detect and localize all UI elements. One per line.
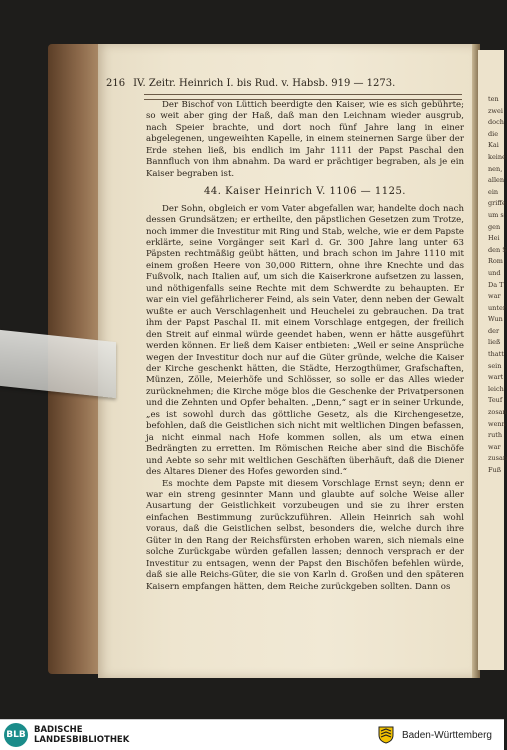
bw-coat-of-arms-icon	[376, 725, 396, 745]
page-text	[146, 100, 464, 593]
paper-bookmark	[0, 330, 116, 398]
blb-branding[interactable]	[4, 723, 129, 747]
blb-name-line2: LANDESBIBLIOTHEK	[34, 735, 130, 745]
bw-branding[interactable]	[376, 725, 492, 745]
blb-name	[34, 725, 129, 745]
section-title: 44. Kaiser Heinrich V. 1106 — 1125.	[204, 186, 406, 198]
footer-bar	[0, 719, 504, 750]
next-page-text: ten zwei doch die Kai keine nen, allen ein griffe um s gen Hei den S Rom und Da T war unter Wun der ließ thatt sein wart leich Teuf zosan wenn ruth war zusan Fuß	[488, 95, 507, 474]
running-head	[106, 78, 466, 89]
blb-logo-icon: BLB	[4, 723, 28, 747]
next-page-strip	[478, 50, 507, 670]
bw-name: Baden-Württemberg	[401, 729, 492, 741]
blb-name-line1: BADISCHE	[34, 725, 83, 735]
paragraph: Der Sohn, obgleich er vom Vater abgefallen war, handelte doch nach dessen Grundsätzen; er ertheilte, den päpstlichen Gesetzen zum Trotze, noch immer die Investitur mit Ring und Stab, welche, wie er dem Papste erklärte, seine Vorgänger seit Karl d. Gr. 300 Jahre lang unter 63 Päpsten rechtmäßig geübt hätten, und brach schon im Jahre 1110 mit einem großen Heere von 30,000 Rittern, ohne ihre Knechte und das Fußvolk, nach Italien auf, um sich die Kaiserkrone aufsetzen zu lassen, und nöthigenfalls seine Rechte mit dem Schwerdte zu behaupten. Er war ein viel gefährlicherer Feind, als sein Vater, denn neben der Gewalt wußte er auch Verschlagenheit und Heuchelei zu gebrauchen. Da trat ihm der Papst Paschal II. mit einem Vorschlage entgegen, der freilich den Streit auf einmal würde geendet haben, wenn er hätte ausgeführt werden können. Er ließ dem Kaiser entbieten: „Weil er seine Ansprüche wegen der Investitur doch nur auf die Güter gründe, welche die Kaiser der Kirche geschenkt hätten, die Städte, Herzogthümer, Grafschaften, Münzen, Zölle, Meierhöfe und Schlösser, so solle er das Alles wieder zurücknehmen; die Kirche möge blos die Geschenke der Privatpersonen und die Zehnten und Opfer behalten. „Denn,“ sagt er in seiner Urkunde, „es ist sowohl durch das göttliche Gesetz, als die Kirchengesetze, befohlen, daß die Geistlichen sich nicht mit weltlichen Dingen befassen, ja nicht einmal nach Hofe kommen sollen, als um etwa einen Bedrängten zu erretten. Im Römischen Reiche aber sind die Bischöfe und Aebte so sehr mit weltlichen Geschäften überhäuft, daß die Diener des Altares Diener des Hofes geworden sind.“	[146, 203, 464, 478]
paragraph: Es mochte dem Papste mit diesem Vorschlage Ernst seyn; denn er war ein streng gesinnter Mann und glaubte auf solche Weise aller Ausartung der Geistlichkeit vorzubeugen und sie zu ihrer ersten einfachen Bestimmung zurückzuführen. Allein Heinrich sah wohl voraus, daß die Geistlichen selbst, besonders die, welche durch ihre Güter in den Rang der Reichsfürsten erhoben waren, sich niemals eine solche Zurückgabe würden gefallen lassen; dennoch versprach er der Investitur zu entsagen, wenn der Papst den Bischöfen befehlen würde, daß sie alle Reichs-Güter, die sie von Karln d. Großen und den späteren Kaisern empfangen hätten, dem Reiche zurückgeben sollten. Dann os	[146, 478, 464, 592]
page-number: 216	[106, 78, 126, 89]
book-page	[98, 44, 476, 678]
paragraph: Der Bischof von Lüttich beerdigte den Kaiser, wie es sich gebührte; so weit aber ging der Haß, daß man den Leichnam wieder ausgrub, nach Speier brachte, und dort noch fünf Jahre lang in einer abgelegenen, ungeweihten Kapelle, in einem steinernen Sarge über der Erde stehen ließ, bis endlich im Jahr 1111 der Papst Paschal den Bannfluch von ihm abnahm. Da ward er prächtiger begraben, als je ein Kaiser begraben ist.	[146, 100, 464, 179]
running-head-title: IV. Zeitr. Heinrich I. bis Rud. v. Habsb. 919 — 1273.	[133, 78, 396, 89]
